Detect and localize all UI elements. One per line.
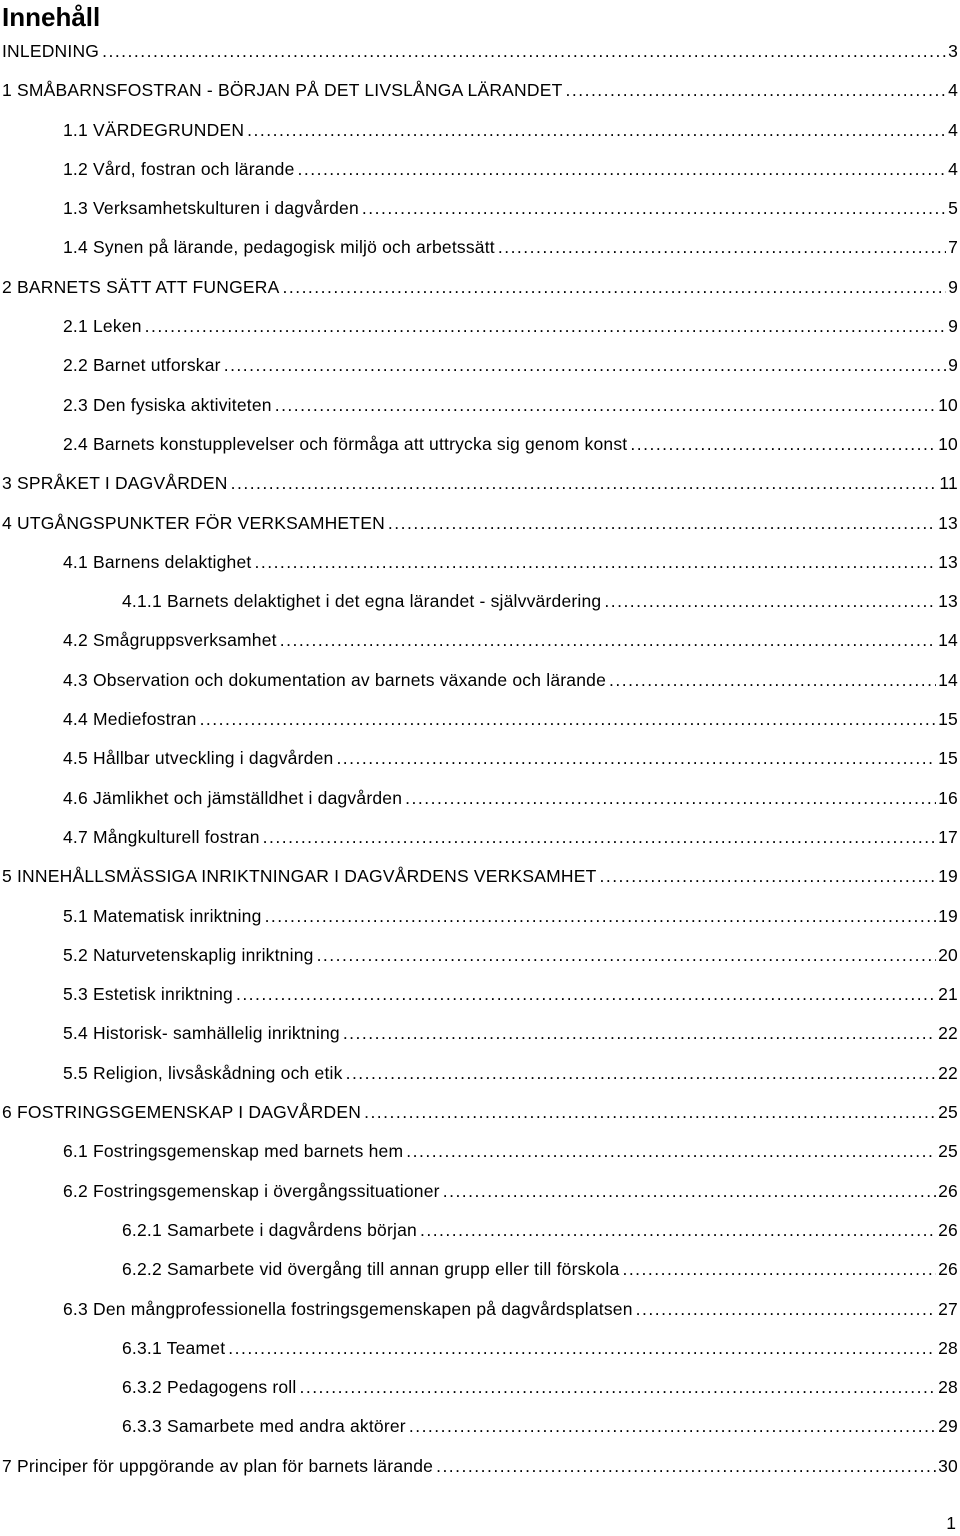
toc-entry-page: 28 (938, 1337, 958, 1358)
toc-entry[interactable] (0, 346, 960, 385)
toc-entry[interactable] (0, 857, 960, 896)
toc-entry-title: 2.2 Barnet utforskar (63, 355, 221, 376)
dot-leader (405, 779, 936, 818)
dot-leader (298, 150, 947, 189)
toc-entry[interactable] (0, 779, 960, 818)
dot-leader (336, 739, 936, 778)
toc-entry[interactable] (0, 504, 960, 543)
dot-leader (275, 386, 936, 425)
toc-entry[interactable] (0, 1250, 960, 1289)
toc-entry-page: 22 (938, 1023, 958, 1044)
toc-entry-title: 4.2 Smågruppsverksamhet (63, 630, 277, 651)
toc-entry-title: 4.3 Observation och dokumentation av barnets växande och lärande (63, 669, 607, 690)
toc-entry-title: 4.5 Hållbar utveckling i dagvården (63, 748, 334, 769)
toc-entry-title: 7 Principer för uppgörande av plan för barnets lärande (2, 1455, 434, 1476)
dot-leader (228, 1329, 936, 1368)
dot-leader (622, 1250, 936, 1289)
toc-entry-page: 25 (938, 1141, 958, 1162)
toc-entry-page: 19 (938, 866, 958, 887)
toc-entry[interactable] (0, 1172, 960, 1211)
toc-entry-title: 4.4 Mediefostran (63, 709, 197, 730)
toc-entry[interactable] (0, 268, 960, 307)
toc-entry-title: 3 SPRÅKET I DAGVÅRDEN (2, 473, 228, 494)
toc-entry[interactable] (0, 1329, 960, 1368)
dot-leader (406, 1132, 936, 1171)
toc-entry-page: 19 (938, 905, 958, 926)
toc-entry[interactable] (0, 150, 960, 189)
toc-entry-title: 6 FOSTRINGSGEMENSKAP I DAGVÅRDEN (2, 1102, 362, 1123)
toc-entry-page: 30 (938, 1455, 958, 1476)
toc-entry-title: 4.1 Barnens delaktighet (63, 551, 252, 572)
toc-entry[interactable] (0, 543, 960, 582)
toc-entry-title: 5.5 Religion, livsåskådning och etik (63, 1062, 343, 1083)
toc-entry-page: 22 (938, 1062, 958, 1083)
dot-leader (566, 71, 947, 110)
page-number: 1 (946, 1513, 956, 1533)
toc-entry-page: 20 (938, 944, 958, 965)
toc-entry[interactable] (0, 71, 960, 110)
toc-entry[interactable] (0, 425, 960, 464)
toc-entry[interactable] (0, 700, 960, 739)
toc-entry[interactable] (0, 228, 960, 267)
toc-entry-page: 17 (938, 826, 958, 847)
toc-entry-page: 15 (938, 709, 958, 730)
toc-entry-page: 21 (938, 984, 958, 1005)
toc-entry[interactable] (0, 1447, 960, 1486)
toc-entry-title: INLEDNING (2, 41, 100, 61)
toc-entry[interactable] (0, 1368, 960, 1407)
toc-entry-title: 5 INNEHÅLLSMÄSSIGA INRIKTNINGAR I DAGVÅRDENS VERKSAMHET (2, 866, 597, 887)
toc-entry-page: 4 (948, 80, 958, 101)
toc-entry[interactable] (0, 582, 960, 621)
dot-leader (409, 1407, 936, 1446)
dot-leader (282, 268, 946, 307)
toc-entry-title: 6.3.2 Pedagogens roll (122, 1377, 297, 1398)
toc-entry[interactable] (0, 739, 960, 778)
toc-entry[interactable] (0, 111, 960, 150)
toc-entry-title: 1.4 Synen på lärande, pedagogisk miljö och arbetssätt (63, 237, 495, 258)
toc-entry-title: 5.3 Estetisk inriktning (63, 984, 233, 1005)
dot-leader (299, 1368, 936, 1407)
dot-leader (599, 857, 936, 896)
toc-entry-title: 5.4 Historisk- samhällelig inriktning (63, 1023, 340, 1044)
toc-entry-page: 5 (948, 198, 958, 219)
toc-entry[interactable] (0, 1290, 960, 1329)
dot-leader (436, 1447, 936, 1486)
toc-entry-page: 11 (939, 473, 958, 494)
toc-entry-title: 4.7 Mångkulturell fostran (63, 826, 260, 847)
toc-entry[interactable] (0, 661, 960, 700)
toc-entry[interactable] (0, 32, 960, 71)
dot-leader (420, 1211, 936, 1250)
toc-entry-title: 6.3 Den mångprofessionella fostringsgemenskapen på dagvårdsplatsen (63, 1298, 633, 1319)
toc-entry-page: 29 (938, 1416, 958, 1437)
dot-leader (265, 897, 937, 936)
toc-entry-title: 4 UTGÅNGSPUNKTER FÖR VERKSAMHETEN (2, 512, 385, 533)
toc-entry-page: 9 (948, 355, 958, 376)
toc-entry-page: 4 (948, 158, 958, 179)
toc-entry-page: 26 (938, 1219, 958, 1240)
toc-heading: Innehåll (2, 2, 101, 32)
toc-entry-title: 1 SMÅBARNSFOSTRAN - BÖRJAN PÅ DET LIVSLÅNGA LÄRANDET (2, 80, 563, 101)
toc-entry-page: 13 (938, 512, 958, 533)
toc-entry-page: 27 (938, 1298, 958, 1319)
toc-entry[interactable] (0, 936, 960, 975)
toc-entry-title: 1.2 Vård, fostran och lärande (63, 158, 295, 179)
dot-leader (609, 661, 936, 700)
dot-leader (443, 1172, 936, 1211)
toc-entry[interactable] (0, 1093, 960, 1132)
toc-entry-title: 2.4 Barnets konstupplevelser och förmåga att uttrycka sig genom konst (63, 433, 628, 454)
dot-leader (604, 582, 936, 621)
toc-entry-title: 2.1 Leken (63, 316, 142, 337)
toc-entry-page: 13 (938, 591, 958, 612)
toc-entry-page: 10 (938, 433, 958, 454)
dot-leader (317, 936, 937, 975)
toc-entry-title: 2 BARNETS SÄTT ATT FUNGERA (2, 276, 280, 297)
toc-entry[interactable] (0, 386, 960, 425)
toc-entry-title: 6.2.1 Samarbete i dagvårdens början (122, 1219, 417, 1240)
toc-entry-page: 13 (938, 551, 958, 572)
dot-leader (362, 189, 946, 228)
toc-entry-title: 5.2 Naturvetenskaplig inriktning (63, 944, 314, 965)
toc-entry-page: 3 (948, 41, 958, 61)
dot-leader (498, 228, 946, 267)
toc-entry-page: 26 (938, 1180, 958, 1201)
toc-entry-title: 1.3 Verksamhetskulturen i dagvården (63, 198, 359, 219)
dot-leader (247, 111, 946, 150)
dot-leader (346, 1054, 937, 1093)
toc-entry-page: 10 (938, 394, 958, 415)
toc-entry[interactable] (0, 464, 960, 503)
toc-entry-page: 15 (938, 748, 958, 769)
toc-entry-title: 5.1 Matematisk inriktning (63, 905, 262, 926)
dot-leader (254, 543, 936, 582)
dot-leader (630, 425, 936, 464)
dot-leader (280, 621, 936, 660)
toc-entry[interactable] (0, 189, 960, 228)
dot-leader (200, 700, 937, 739)
dot-leader (388, 504, 936, 543)
toc-entry[interactable] (0, 1211, 960, 1250)
dot-leader (636, 1290, 936, 1329)
toc-entry-page: 14 (938, 669, 958, 690)
dot-leader (102, 32, 946, 71)
toc-entry-title: 2.3 Den fysiska aktiviteten (63, 394, 272, 415)
toc-entry-title: 4.1.1 Barnets delaktighet i det egna lärandet - självvärdering (122, 591, 602, 612)
toc-entry-page: 26 (938, 1259, 958, 1280)
toc-entry-page: 28 (938, 1377, 958, 1398)
toc-entry-page: 9 (948, 316, 958, 337)
toc-entry[interactable] (0, 897, 960, 936)
dot-leader (263, 818, 936, 857)
toc-entry-page: 9 (948, 276, 958, 297)
toc-entry[interactable] (0, 1407, 960, 1446)
toc-entry[interactable] (0, 818, 960, 857)
toc-entry-title: 6.2.2 Samarbete vid övergång till annan grupp eller till förskola (122, 1259, 620, 1280)
dot-leader (236, 975, 936, 1014)
dot-leader (343, 1014, 936, 1053)
toc-entry-page: 14 (938, 630, 958, 651)
toc-entry[interactable] (0, 621, 960, 660)
dot-leader (224, 346, 946, 385)
toc-entry-page: 25 (938, 1102, 958, 1123)
table-of-contents (0, 32, 960, 1486)
toc-entry-title: 6.3.1 Teamet (122, 1337, 226, 1358)
toc-entry-title: 6.1 Fostringsgemenskap med barnets hem (63, 1141, 404, 1162)
toc-entry-page: 16 (938, 787, 958, 808)
toc-entry[interactable] (0, 1054, 960, 1093)
toc-entry-title: 6.2 Fostringsgemenskap i övergångssituationer (63, 1180, 440, 1201)
toc-entry-page: 7 (948, 237, 958, 258)
dot-leader (145, 307, 946, 346)
dot-leader (231, 464, 938, 503)
toc-entry-page: 4 (948, 119, 958, 140)
toc-entry[interactable] (0, 307, 960, 346)
toc-entry-title: 4.6 Jämlikhet och jämställdhet i dagvården (63, 787, 403, 808)
toc-entry[interactable] (0, 1132, 960, 1171)
toc-entry-title: 6.3.3 Samarbete med andra aktörer (122, 1416, 406, 1437)
toc-entry-title: 1.1 VÄRDEGRUNDEN (63, 119, 245, 140)
toc-entry[interactable] (0, 975, 960, 1014)
dot-leader (364, 1093, 936, 1132)
toc-entry[interactable] (0, 1014, 960, 1053)
